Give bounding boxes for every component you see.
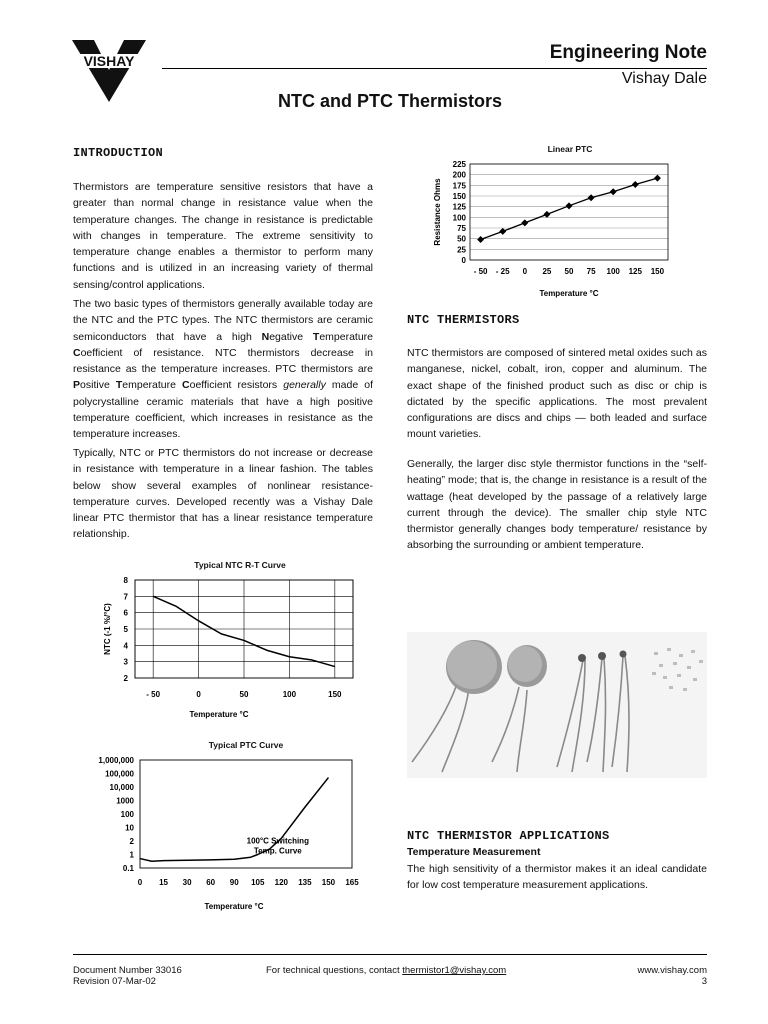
x-tick-label: - 25 [495,267,510,276]
linear-ptc-title: Linear PTC [547,144,593,154]
y-tick-label: 8 [123,576,128,585]
footer-rule [73,954,707,955]
ntc-paragraph-1: NTC thermistors are composed of sintered metal oxides such as manganese, nickel, cobalt, iron, copper and aluminum. The exact shape of the finished product such as disc or chip is dictated by the specific applications. The most prevalent configurations are discs and chips — both leaded and surface mount varieties. [407,347,707,441]
contact-email-link[interactable]: thermistor1@vishay.com [402,965,507,976]
x-tick-label: 0 [522,267,528,276]
y-tick-label: 0 [461,256,466,265]
document-number: Document Number 33016 [73,965,182,976]
x-axis-label: Temperature °C [189,710,249,719]
y-tick-label: 200 [452,170,466,180]
x-tick-label: - 50 [473,267,488,276]
y-tick-label: 25 [457,245,466,255]
y-tick-label: 100 [120,810,134,819]
y-tick-label: 175 [452,181,466,191]
x-tick-label: 165 [345,878,359,887]
x-tick-label: 135 [298,878,312,887]
plot-frame [140,760,352,868]
y-tick-label: 0.1 [122,864,134,873]
y-tick-label: 2 [123,674,128,683]
y-tick-label: 7 [123,592,128,602]
data-point [499,228,506,235]
applications-heading: NTC THERMISTOR APPLICATIONS [407,829,610,843]
intro-paragraph-1: Thermistors are temperature sensitive resistors that have a greater than normal change in resistance value when the temperature changes. The change in resistance is predictable with changes in temperature. The extreme sensitivity to temperature change enables a thermistor to perform many functions and is utilized in an increasing variety of thermal sensing/control applications. [73,181,373,291]
x-tick-label: 120 [274,878,289,887]
footer-doc-info [73,965,182,987]
x-tick-label: 60 [206,878,216,887]
ntc-paragraph-2: Generally, the larger disc style thermistor functions in the “self-heating” mode; that is, the change in resistance is a result of the wattage (heat developed by the passage of a relatively large current through the device). The smaller chip style NTC thermistor generally changes body temperature/ resistance by absorbing the surrounding or ambient temperature. [407,458,707,552]
y-tick-label: 150 [452,192,466,201]
ptc-chart [80,752,375,912]
y-axis-label: NTC (-1 %/°C) [103,603,112,655]
ntc-chart-title: Typical NTC R-T Curve [194,560,286,570]
x-tick-label: 50 [564,267,574,276]
page-title: NTC and PTC Thermistors [277,91,503,111]
x-tick-label: 30 [182,878,192,887]
x-tick-label: 100 [606,267,620,276]
y-tick-label: 1 [129,850,134,860]
y-tick-label: 1,000,000 [98,756,134,765]
data-point [588,194,595,201]
intro-paragraph-3: Typically, NTC or PTC thermistors do not increase or decrease in resistance with temperature in a linear fashion. The tables below show several examples of nonlinear resistance-temperature curves. Developed recently was a Vishay Dale linear PTC thermistor that has a linear resistance temperature relationship. [73,447,373,541]
revision: Revision 07-Mar-02 [73,976,156,987]
x-tick-label: 150 [328,690,342,699]
y-tick-label: 125 [452,202,466,212]
division-label: Vishay Dale [621,70,707,87]
x-tick-label: 125 [628,267,642,276]
data-point [566,202,573,209]
data-point [521,219,528,226]
x-tick-label: 15 [159,878,169,887]
website-link[interactable]: www.vishay.com [637,965,707,976]
y-tick-label: 5 [123,625,128,634]
x-tick-label: 50 [239,690,249,699]
ptc-chart-title: Typical PTC Curve [208,740,284,750]
data-point [477,236,484,243]
x-tick-label: 150 [321,878,336,887]
y-tick-label: 2 [129,837,134,846]
y-tick-label: 3 [123,657,128,667]
y-tick-label: 10 [125,823,134,833]
data-point [543,211,550,218]
y-tick-label: 75 [457,224,466,233]
y-tick-label: 6 [123,608,128,618]
introduction-heading: INTRODUCTION [73,146,164,160]
page-number: 3 [701,976,707,987]
x-tick-label: 100 [282,690,297,699]
x-tick-label: 105 [251,878,265,887]
curve-annotation-line-2: Temp. Curve [253,846,302,856]
x-tick-label: 75 [586,267,596,276]
plot-frame [470,164,668,260]
linear-ptc-chart [430,156,680,302]
applications-paragraph: The high sensitivity of a thermistor makes it an ideal candidate for low cost temperature measurement applications. [407,863,707,892]
header-rule [162,68,707,69]
x-axis-label: Temperature °C [204,902,264,911]
data-point [610,188,617,195]
y-tick-label: 50 [457,234,466,244]
y-axis-label: Resistance Ohms [433,178,442,246]
temperature-measurement-subheading: Temperature Measurement [407,846,541,858]
y-tick-label: 1000 [116,796,134,806]
y-tick-label: 100 [452,213,466,223]
x-tick-label: 25 [542,267,552,276]
x-tick-label: 150 [650,267,665,276]
x-axis-label: Temperature °C [539,289,599,298]
x-tick-label: - 50 [146,690,161,699]
curve-annotation-line-1: 100°C Switching [246,836,309,846]
ntc-rt-chart [95,572,365,722]
y-tick-label: 10,000 [109,783,134,792]
svg-text:VISHAY: VISHAY [83,53,135,69]
ntc-thermistors-heading: NTC THERMISTORS [407,313,520,327]
engineering-note-label: Engineering Note [549,42,707,63]
thermistor-photo [407,632,707,778]
data-point [632,181,639,188]
x-tick-label: 0 [196,690,201,699]
footer-contact: For technical questions, contact thermistor1@vishay.com [266,965,507,976]
y-tick-label: 100,000 [105,769,134,779]
x-tick-label: 0 [137,878,143,887]
intro-paragraph-2: The two basic types of thermistors generally available today are the NTC and the PTC types. The NTC thermistors are ceramic semiconductors that have a high Negative Temperature Coefficient of resistance. NTC thermistors decrease in resistance as the temperature increases. PTC thermistors are Positive Temperature Coefficient resistors generally made of polycrystalline ceramic materials that have a high positive temperature coefficient, which increases in resistance as the temperature increases. [73,298,374,441]
x-tick-label: 90 [229,878,239,887]
data-point [654,175,661,182]
footer-right [637,965,707,987]
y-tick-label: 225 [452,160,466,169]
y-tick-label: 4 [123,641,128,651]
